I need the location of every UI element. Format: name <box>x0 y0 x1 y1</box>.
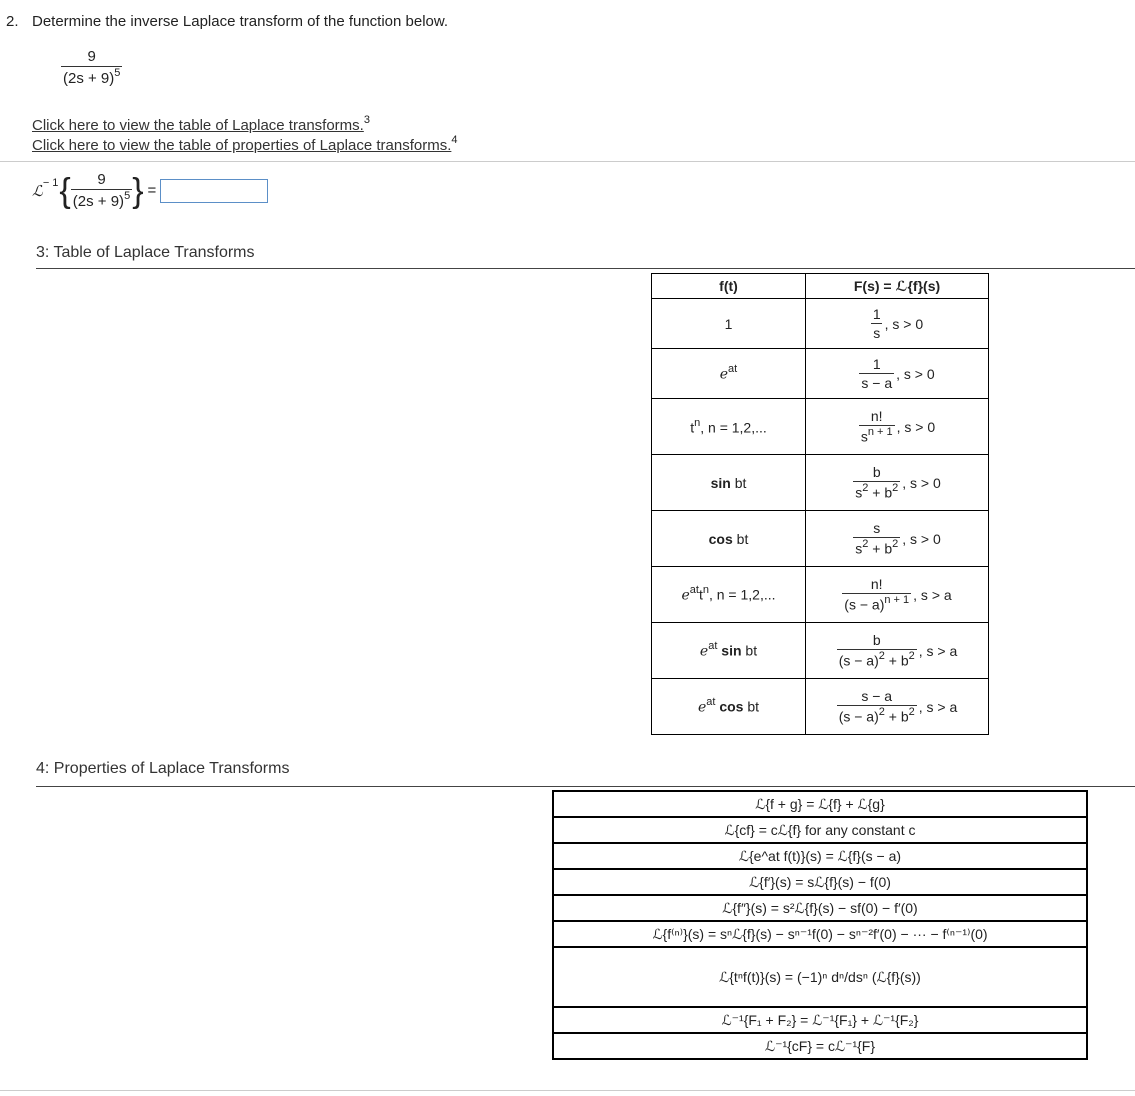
property-second-derivative: ℒ{f″}(s) = s²ℒ{f}(s) − sf(0) − f′(0) <box>553 895 1087 921</box>
section4-title: 4: Properties of Laplace Transforms <box>36 760 290 777</box>
cell-f: sin bt <box>652 455 806 511</box>
table-row <box>652 679 989 735</box>
cell-F: $\frac{1}{s - a}$ , s > 0 <box>806 349 989 399</box>
laplace-properties-table <box>552 790 1088 1060</box>
table-row <box>652 623 989 679</box>
cell-f: $e^{at}$ sin bt <box>652 623 806 679</box>
divider-bottom <box>0 1090 1135 1091</box>
cell-F: $\frac{s}{s^2 + b^2}$ , s > 0 <box>806 511 989 567</box>
function-fraction <box>61 48 122 87</box>
property-shift: ℒ{e^at f(t)}(s) = ℒ{f}(s − a) <box>553 843 1087 869</box>
table-row <box>553 869 1087 895</box>
link-properties-table-row <box>32 135 458 154</box>
equals-sign: = <box>147 182 157 199</box>
link-laplace-table[interactable]: Click here to view the table of Laplace transforms. <box>32 117 364 134</box>
answer-input[interactable] <box>160 179 268 203</box>
table-row <box>553 895 1087 921</box>
table-row <box>652 455 989 511</box>
brace-right: } <box>132 171 144 210</box>
table-row <box>652 511 989 567</box>
section3-rule <box>36 268 1135 269</box>
laplace-transform-table <box>651 273 989 735</box>
cell-F: $\frac{s - a}{(s - a)^2 + b^2}$ , s > a <box>806 679 989 735</box>
cell-F: $\frac{1}{s}$ , s > 0 <box>806 299 989 349</box>
cell-F: $\frac{b}{s^2 + b^2}$ , s > 0 <box>806 455 989 511</box>
section4-rule <box>36 786 1135 787</box>
property-first-derivative: ℒ{f′}(s) = sℒ{f}(s) − f(0) <box>553 869 1087 895</box>
table-row <box>553 921 1087 947</box>
cell-f: $e^{at}$ cos bt <box>652 679 806 735</box>
question-prompt: Determine the inverse Laplace transform of the function below. <box>32 13 449 30</box>
table-row <box>652 349 989 399</box>
header-F: F(s) = ℒ{f}(s) <box>806 274 989 299</box>
table-row <box>652 399 989 455</box>
brace-left: { <box>59 171 71 210</box>
table-row <box>553 1007 1087 1033</box>
link-laplace-table-row <box>32 115 370 134</box>
property-nth-derivative: ℒ{f⁽ⁿ⁾}(s) = sⁿℒ{f}(s) − sⁿ⁻¹f(0) − sⁿ⁻²f′(0) − ··· − f⁽ⁿ⁻¹⁾(0) <box>553 921 1087 947</box>
fraction-numerator: 9 <box>87 48 96 65</box>
table-row <box>553 843 1087 869</box>
cell-F: $\frac{n!}{s^{n + 1}}$ , s > 0 <box>806 399 989 455</box>
laplace-symbol: ℒ <box>32 181 43 200</box>
cell-f: $e^{at}$ <box>652 349 806 399</box>
property-inverse-linearity: ℒ⁻¹{F₁ + F₂} = ℒ⁻¹{F₁} + ℒ⁻¹{F₂} <box>553 1007 1087 1033</box>
property-multiply-tn: ℒ{tⁿf(t)}(s) = (−1)ⁿ dⁿ/dsⁿ (ℒ{f}(s)) <box>553 947 1087 1007</box>
table-row <box>553 817 1087 843</box>
cell-f: cos bt <box>652 511 806 567</box>
table-row <box>553 947 1087 1007</box>
cell-F: $\frac{b}{(s - a)^2 + b^2}$ , s > a <box>806 623 989 679</box>
fraction-denominator: $(2s + 9)^5$ <box>63 67 121 87</box>
divider-question <box>0 161 1135 162</box>
cell-f: $e^{at}t^n$, n = 1,2,... <box>652 567 806 623</box>
cell-f: $t^n$, n = 1,2,... <box>652 399 806 455</box>
answer-fraction: $\frac{9}{(2s + 9)^5}$ <box>72 171 131 210</box>
table-row <box>553 791 1087 817</box>
inverse-exponent: − 1 <box>42 176 59 189</box>
table-row <box>652 299 989 349</box>
property-linearity: ℒ{f + g} = ℒ{f} + ℒ{g} <box>553 791 1087 817</box>
section3-title: 3: Table of Laplace Transforms <box>36 244 255 261</box>
property-inverse-constant: ℒ⁻¹{cF} = cℒ⁻¹{F} <box>553 1033 1087 1059</box>
table-row <box>553 1033 1087 1059</box>
property-constant: ℒ{cf} = cℒ{f} for any constant c <box>553 817 1087 843</box>
answer-equation <box>32 171 268 210</box>
link1-footnote: 3 <box>363 114 370 126</box>
header-f: f(t) <box>652 274 806 299</box>
table-header-row <box>652 274 989 299</box>
link-properties-table[interactable]: Click here to view the table of properties of Laplace transforms. <box>32 137 452 154</box>
cell-F: $\frac{n!}{(s - a)^{n + 1}}$ , s > a <box>806 567 989 623</box>
table-row <box>652 567 989 623</box>
question-number: 2. <box>6 13 19 30</box>
cell-f: 1 <box>652 299 806 349</box>
link2-footnote: 4 <box>451 134 458 146</box>
